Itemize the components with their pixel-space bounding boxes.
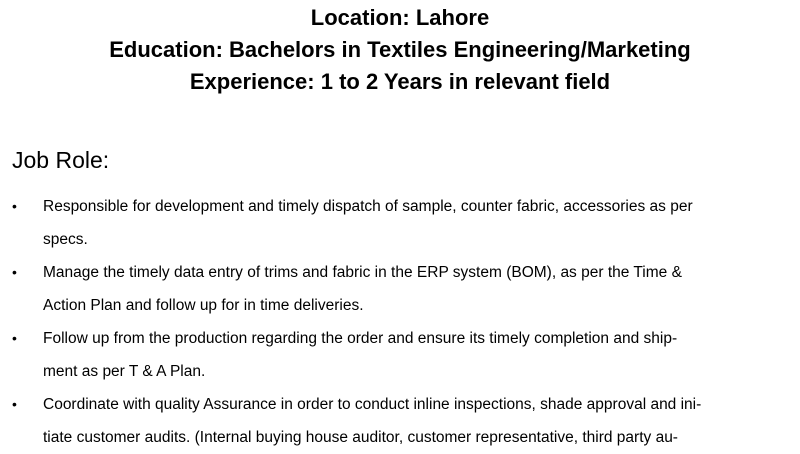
- education-line: Education: Bachelors in Textiles Engineering/Marketing: [109, 37, 691, 62]
- location-line: Location: Lahore: [310, 5, 490, 30]
- bullet-icon: •: [12, 330, 17, 346]
- bullet-icon: •: [12, 264, 17, 280]
- list-item-line: tiate customer audits. (Internal buying house auditor, customer representative, third party au-: [43, 429, 678, 446]
- bullet-icon: •: [12, 198, 17, 214]
- list-item: [0, 190, 800, 256]
- list-item: [0, 322, 800, 388]
- job-role-heading: Job Role:: [12, 147, 110, 173]
- list-item-line: Responsible for development and timely dispatch of sample, counter fabric, accessories as per: [43, 198, 693, 215]
- list-item-line: Manage the timely data entry of trims and fabric in the ERP system (BOM), as per the Time &: [43, 264, 682, 281]
- list-item-line: Action Plan and follow up for in time deliveries.: [43, 297, 364, 314]
- list-item-line: Follow up from the production regarding the order and ensure its timely completion and ship-: [43, 330, 678, 347]
- list-item: [0, 388, 800, 454]
- bullet-icon: •: [12, 396, 17, 412]
- experience-line: Experience: 1 to 2 Years in relevant field: [189, 69, 611, 94]
- job-role-list: [0, 190, 800, 454]
- list-item-line: Coordinate with quality Assurance in order to conduct inline inspections, shade approval and ini-: [43, 396, 702, 413]
- list-item: [0, 256, 800, 322]
- list-item-line: ment as per T & A Plan.: [43, 363, 206, 380]
- list-item-line: specs.: [43, 231, 88, 248]
